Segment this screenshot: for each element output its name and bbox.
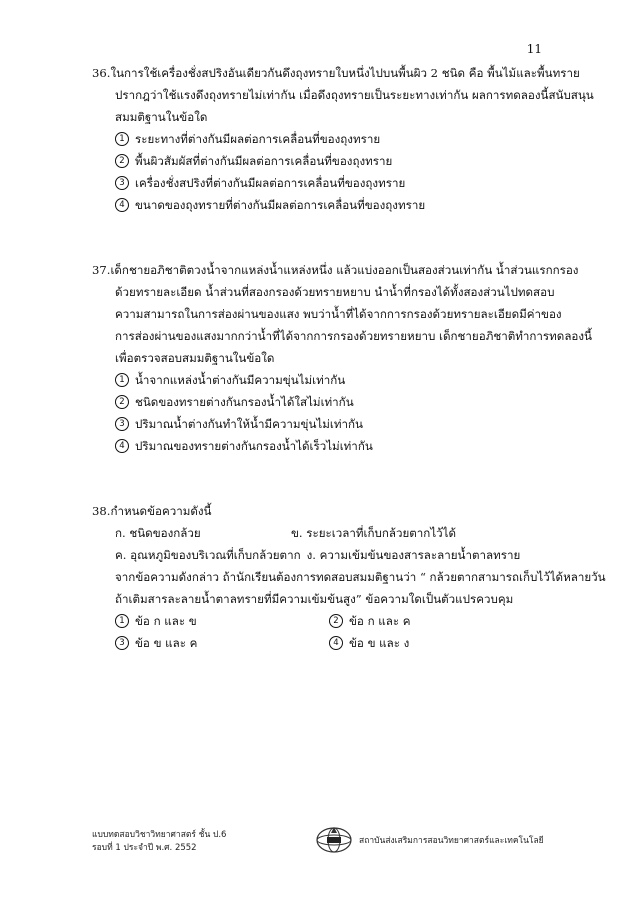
- option-text: ปริมาณน้ำต่างกันทำให้น้ำมีความขุ่นไม่เท่ากัน: [135, 417, 363, 431]
- statement-row: [92, 522, 572, 544]
- option-row: [92, 610, 572, 632]
- footer-right: [315, 826, 544, 854]
- question-line: ปรากฎว่าใช้แรงดึงถุงทรายไม่เท่ากัน เมื่อดึงถุงทรายเป็นระยะทางเท่ากัน ผลการทดลองนี้สนับสนุน: [115, 88, 594, 102]
- question-line: เพื่อตรวจสอบสมมติฐานในข้อใด: [115, 351, 275, 365]
- statement-b: ข. ระยะเวลาที่เก็บกล้วยตากไว้ได้: [291, 526, 457, 540]
- option-number: 2: [329, 614, 343, 628]
- option-text: ข้อ ก และ ข: [135, 614, 197, 628]
- option-number: 3: [115, 176, 129, 190]
- option-number: 3: [115, 417, 129, 431]
- option-4[interactable]: [92, 194, 572, 216]
- option-4[interactable]: [329, 632, 543, 654]
- statement-row: [92, 544, 572, 566]
- option-2[interactable]: [92, 150, 572, 172]
- option-text: ชนิดของทรายต่างกันกรองน้ำได้ใสไม่เท่ากัน: [135, 395, 354, 409]
- question-37: [92, 259, 592, 457]
- option-number: 1: [115, 614, 129, 628]
- question-title: 38.กำหนดข้อความดังนี้: [92, 504, 212, 518]
- option-text: ข้อ ข และ ง: [349, 636, 410, 650]
- question-38: [92, 500, 606, 654]
- option-number: 2: [115, 154, 129, 168]
- question-36: [92, 62, 594, 216]
- option-3[interactable]: [92, 413, 572, 435]
- question-line: สมมติฐานในข้อใด: [115, 110, 208, 124]
- question-line: ความสามารถในการส่องผ่านของแสง พบว่าน้ำที่ได้จากการกรองด้วยทรายละเอียดมีค่าของ: [115, 307, 562, 321]
- footer-exam-title: แบบทดสอบวิชาวิทยาศาสตร์ ชั้น ป.6: [92, 830, 227, 840]
- option-text: ข้อ ข และ ค: [135, 636, 198, 650]
- option-row: [92, 632, 572, 654]
- option-2[interactable]: [329, 610, 543, 632]
- option-text: ปริมาณของทรายต่างกันกรองน้ำได้เร็วไม่เท่ากัน: [135, 439, 373, 453]
- option-number: 1: [115, 132, 129, 146]
- question-line: จากข้อความดังกล่าว ถ้านักเรียนต้องการทดสอบสมมติฐานว่า “ กล้วยตากสามารถเก็บไว้ได้หลายวัน: [115, 570, 606, 584]
- option-number: 1: [115, 373, 129, 387]
- footer-institute: สถาบันส่งเสริมการสอนวิทยาศาสตร์และเทคโนโลยี: [359, 836, 544, 846]
- question-line: ด้วยทรายละเอียด น้ำส่วนที่สองกรองด้วยทรายหยาบ นำน้ำที่กรองได้ทั้งสองส่วนไปทดสอบ: [115, 285, 555, 299]
- option-number: 4: [115, 439, 129, 453]
- question-line: การส่องผ่านของแสงมากกว่าน้ำที่ได้จากการกรองด้วยทรายหยาบ เด็กชายอภิชาติทำการทดลองนี้: [115, 329, 592, 343]
- option-number: 2: [115, 395, 129, 409]
- question-line: ถ้าเติมสารละลายน้ำตาลทรายที่มีความเข้มข้นสูง” ข้อความใดเป็นตัวแปรควบคุม: [115, 592, 514, 606]
- statement-c: ค. อุณหภูมิของบริเวณที่เก็บกล้วยตาก: [115, 548, 301, 562]
- option-1[interactable]: [115, 610, 329, 632]
- page-number: 11: [526, 42, 542, 56]
- option-text: ระยะทางที่ต่างกันมีผลต่อการเคลื่อนที่ของถุงทราย: [135, 132, 381, 146]
- option-1[interactable]: [92, 128, 572, 150]
- option-text: ข้อ ก และ ค: [349, 614, 411, 628]
- option-number: 4: [329, 636, 343, 650]
- option-2[interactable]: [92, 391, 572, 413]
- option-number: 3: [115, 636, 129, 650]
- option-3[interactable]: [115, 632, 329, 654]
- question-line: 36.ในการใช้เครื่องชั่งสปริงอันเดียวกันดึงถุงทรายใบหนึ่งไปบนพื้นผิว 2 ชนิด คือ พื้นไม้และพื้นทราย: [92, 66, 580, 80]
- statement-a: ก. ชนิดของกล้วย: [115, 526, 201, 540]
- footer-exam-round: รอบที่ 1 ประจำปี พ.ศ. 2552: [92, 843, 197, 853]
- option-number: 4: [115, 198, 129, 212]
- ipst-logo-icon: [315, 826, 353, 854]
- footer-left: [92, 829, 226, 855]
- option-3[interactable]: [92, 172, 572, 194]
- question-line: 37.เด็กชายอภิชาติตวงน้ำจากแหล่งน้ำแหล่งหนึ่ง แล้วแบ่งออกเป็นสองส่วนเท่ากัน น้ำส่วนแรกกรอง: [92, 263, 579, 277]
- option-text: น้ำจากแหล่งน้ำต่างกันมีความขุ่นไม่เท่ากัน: [135, 373, 346, 387]
- option-text: พื้นผิวสัมผัสที่ต่างกันมีผลต่อการเคลื่อนที่ของถุงทราย: [135, 154, 393, 168]
- option-1[interactable]: [92, 369, 572, 391]
- statement-d: ง. ความเข้มข้นของสารละลายน้ำตาลทราย: [306, 548, 521, 562]
- option-4[interactable]: [92, 435, 572, 457]
- option-text: เครื่องชั่งสปริงที่ต่างกันมีผลต่อการเคลื่อนที่ของถุงทราย: [135, 176, 406, 190]
- option-text: ขนาดของถุงทรายที่ต่างกันมีผลต่อการเคลื่อนที่ของถุงทราย: [135, 198, 426, 212]
